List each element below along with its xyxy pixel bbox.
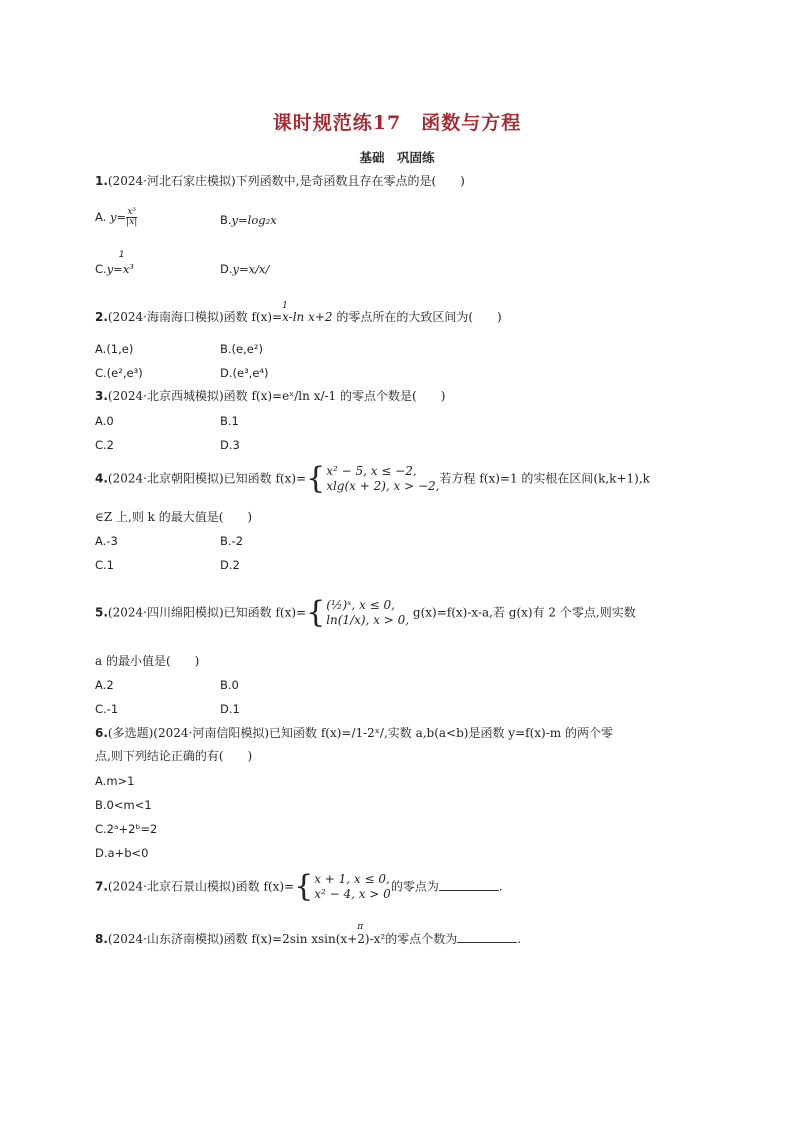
- q5-option-a: A.2: [95, 678, 114, 692]
- q6-option-a: A.m>1: [95, 774, 135, 788]
- q6-option-d: D.a+b<0: [95, 846, 149, 860]
- q1-option-d: D.y=x/x/: [220, 262, 270, 276]
- q4-option-b: B.-2: [220, 534, 244, 548]
- q3-option-d: D.3: [220, 438, 240, 452]
- question-8: 8.(2024·山东济南模拟)函数 f(x)=2sin xsin(x+ π 2)-x²的零点个数为 .: [95, 922, 522, 946]
- q5-option-d: D.1: [220, 702, 240, 716]
- question-5-line2: a 的最小值是( ): [95, 654, 200, 668]
- brace: {: [306, 461, 326, 496]
- q4-option-a: A.-3: [95, 534, 118, 548]
- q1-option-a: A. y= $\frac{\text{x³}}{|x|}$: [95, 207, 138, 227]
- question-7: 7.(2024·北京石景山模拟)函数 f(x)={ x + 1, x ≤ 0, x² − 4, x > 0 的零点为 .: [95, 869, 503, 904]
- q6-option-b: B.0<m<1: [95, 798, 152, 812]
- page-title: 课时规范练17 函数与方程: [272, 112, 522, 134]
- q4-option-d: D.2: [220, 558, 240, 572]
- q2-option-c: C.(e²,e³): [95, 366, 143, 380]
- brace: {: [294, 869, 314, 904]
- question-4: 4.(2024·北京朝阳模拟)已知函数 f(x)={ x² − 5, x ≤ −2, xlg(x + 2), x > −2, 若方程 f(x)=1 的实根在区间(k,k+1),k: [95, 461, 650, 496]
- question-6: 6.(多选题)(2024·河南信阳模拟)已知函数 f(x)=/1-2ˣ/,实数 a,b(a<b)是函数 y=f(x)-m 的两个零: [95, 726, 613, 740]
- question-3: 3.(2024·北京西城模拟)函数 f(x)=eˣ/ln x/-1 的零点个数是( ): [95, 389, 446, 403]
- q6-option-c: C.2ᵃ+2ᵇ=2: [95, 822, 158, 836]
- q2-option-b: B.(e,e²): [220, 342, 263, 356]
- q3-option-a: A.0: [95, 414, 114, 428]
- q2-option-d: D.(e³,e⁴): [220, 366, 269, 380]
- q3-option-c: C.2: [95, 438, 115, 452]
- answer-blank[interactable]: [457, 932, 517, 943]
- answer-blank[interactable]: [439, 880, 499, 891]
- question-1: 1.(2024·河北石家庄模拟)下列函数中,是奇函数且存在零点的是( ): [95, 174, 465, 188]
- q1-option-c: C. 1 y=x³: [95, 250, 134, 276]
- q5-option-c: C.-1: [95, 702, 119, 716]
- question-5: 5.(2024·四川绵阳模拟)已知函数 f(x)={ (½)ˣ, x ≤ 0, ln(1/x), x > 0, g(x)=f(x)-x-a,若 g(x)有 2 个零点,则实数: [95, 595, 636, 630]
- q2-option-a: A.(1,e): [95, 342, 134, 356]
- q5-option-b: B.0: [220, 678, 239, 692]
- q4-option-c: C.1: [95, 558, 115, 572]
- question-4-line2: ∈Z 上,则 k 的最大值是( ): [95, 510, 253, 524]
- question-6-line2: 点,则下列结论正确的有( ): [95, 749, 253, 763]
- question-2: 2.(2024·海南海口模拟)函数 f(x)= 1 x-ln x+2 的零点所在的大致区间为( ): [95, 301, 502, 324]
- q1-option-b: B.y=log₂x: [220, 213, 277, 227]
- section-subtitle: 基础 巩固练: [359, 150, 435, 165]
- brace: {: [306, 595, 326, 630]
- q3-option-b: B.1: [220, 414, 239, 428]
